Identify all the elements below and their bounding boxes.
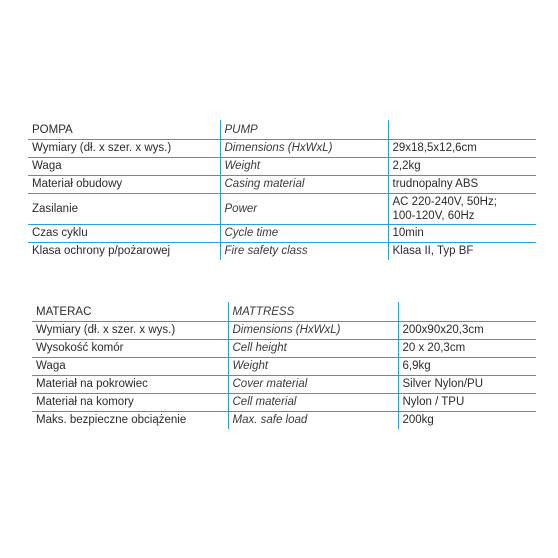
spec-value: 29x18,5x12,6cm [388,140,536,158]
table-row [32,376,536,394]
spec-label-pl: Maks. bezpieczne obciążenie [36,414,187,426]
spec-label-en: Cell height [228,340,398,358]
spec-value: Klasa II, Typ BF [388,243,536,261]
spec-label-pl: Klasa ochrony p/pożarowej [32,245,171,257]
spec-value: 2,2kg [388,158,536,176]
spec-label-pl: Zasilanie [28,194,220,225]
mattress-header-en: MATTRESS [228,302,398,322]
spec-value: 20 x 20,3cm [398,340,536,358]
table-row [28,140,536,158]
spec-value-line-2: 100-120V, 60Hz [392,210,475,222]
spec-label-en: Weight [220,158,388,176]
table-row [28,158,536,176]
spec-label-pl: Czas cyklu [28,225,220,243]
table-row [32,412,536,430]
table-row [28,176,536,194]
spec-value: 200x90x20,3cm [398,322,536,340]
spec-label-en: Dimensions (HxWxL) [220,140,388,158]
spec-label-en: Cell material [228,394,398,412]
pump-header-en: PUMP [220,120,388,140]
spec-value [388,194,536,225]
mattress-header-pl: MATERAC [32,302,228,322]
pump-header-value [388,120,536,140]
spec-label-pl: Wymiary (dł. x szer. x wys.) [28,140,220,158]
spec-label-en: Weight [228,358,398,376]
table-row [32,322,536,340]
spec-label-pl: Waga [32,358,228,376]
spec-value: trudnopalny ABS [388,176,536,194]
spec-label-en: Cover material [228,376,398,394]
pump-spec-table [28,120,536,260]
table-row [32,358,536,376]
spec-label-pl: Materiał na pokrowiec [32,376,228,394]
spec-label-pl: Wymiary (dł. x szer. x wys.) [32,322,228,340]
spec-value: 10min [388,225,536,243]
table-row [32,340,536,358]
table-row [28,243,536,261]
spec-label-en: Max. safe load [228,412,398,430]
spec-value: Silver Nylon/PU [398,376,536,394]
spec-value-line-1: AC 220-240V, 50Hz; [392,196,497,208]
spec-label-pl: Materiał na komory [32,394,228,412]
table-row [28,225,536,243]
pump-header-row [28,120,536,140]
mattress-header-row [32,302,536,322]
spec-value: Nylon / TPU [398,394,536,412]
spec-value: 6,9kg [398,358,536,376]
spec-label-en: Dimensions (HxWxL) [228,322,398,340]
spec-label-pl: Waga [28,158,220,176]
mattress-spec-table [32,302,536,429]
spec-label-en: Power [220,194,388,225]
spec-label-en: Fire safety class [220,243,388,261]
spec-label-en: Casing material [220,176,388,194]
spec-value: 200kg [398,412,536,430]
table-row [28,194,536,225]
spec-label-en: Cycle time [220,225,388,243]
table-row [32,394,536,412]
spec-label-pl: Materiał obudowy [28,176,220,194]
mattress-header-value [398,302,536,322]
spec-label-pl: Wysokość komór [32,340,228,358]
pump-header-pl: POMPA [28,120,220,140]
